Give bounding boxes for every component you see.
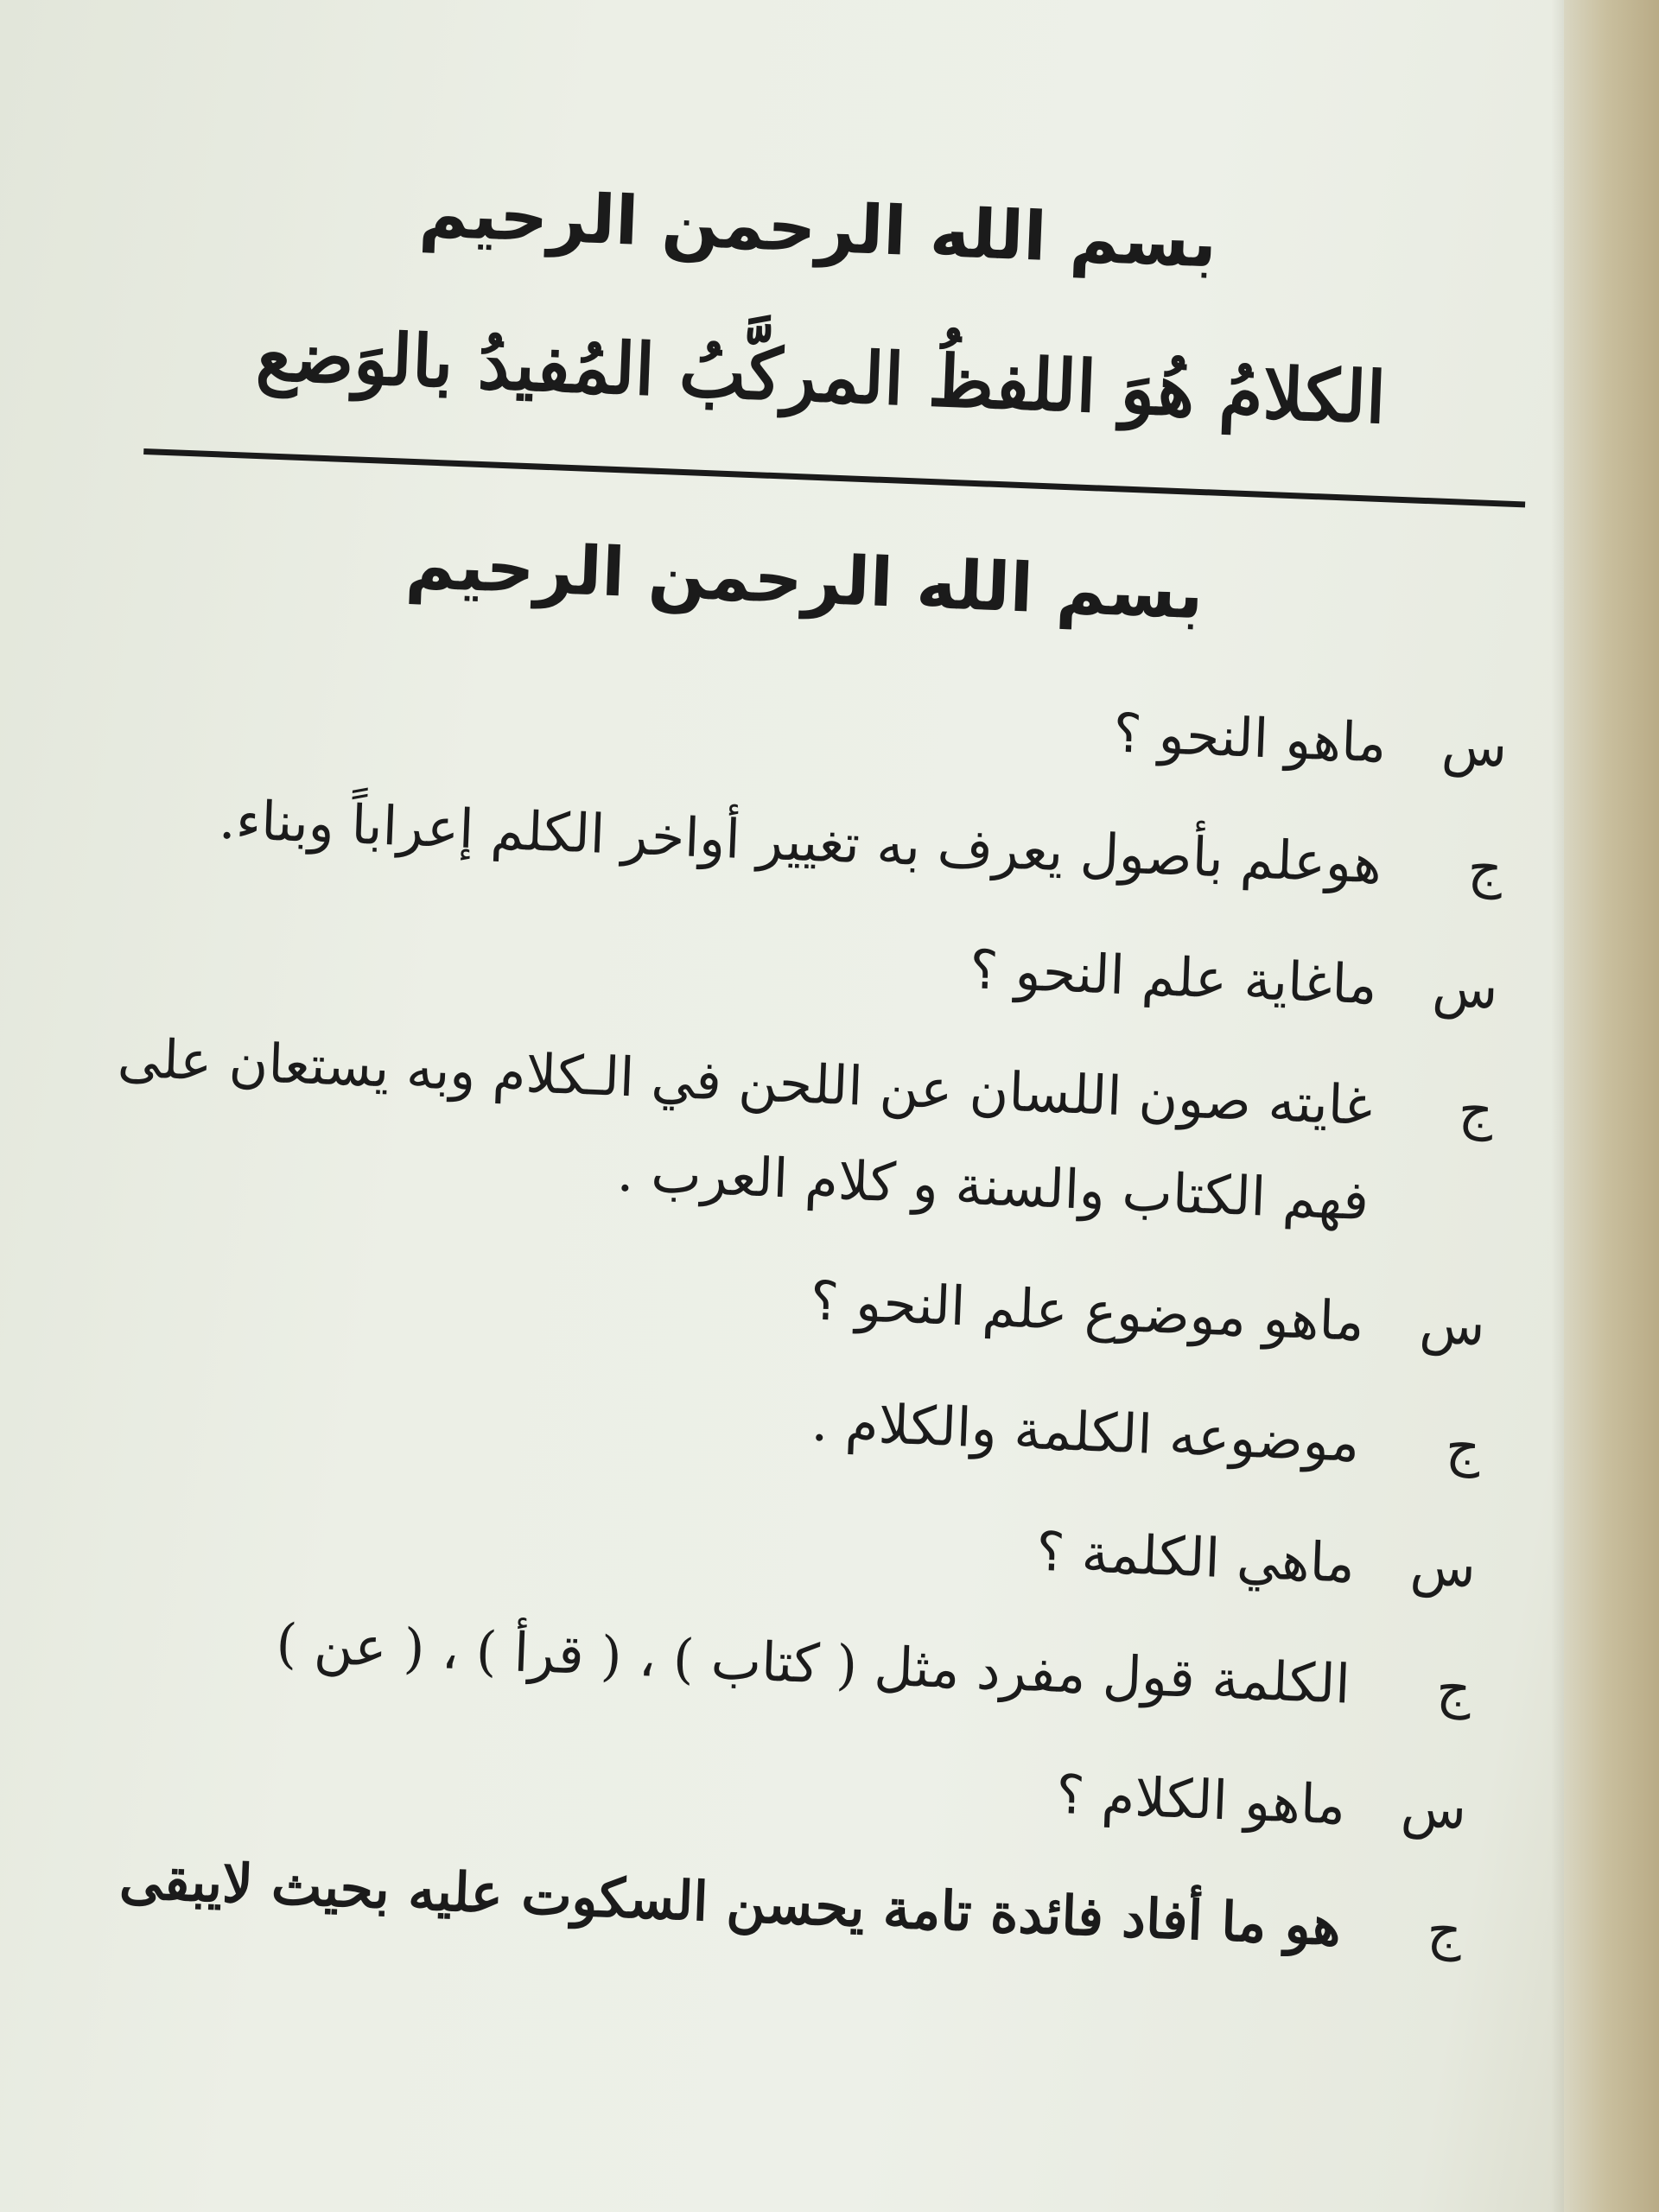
page-content (69, 129, 1555, 2005)
verse-line: الكلامُ هُوَ اللفظُ المركَّبُ المُفيدُ بالوَضع (254, 313, 1388, 440)
basmala-heading-top: بسم الله الرحمن الرحيم (417, 175, 1218, 283)
question-marker: س (1418, 1292, 1486, 1358)
answer-text: الكلمة قول مفرد مثل ( كتاب ) ، ( قرأ ) ، ( عن ) (275, 1611, 1351, 1716)
question-marker: س (1408, 1534, 1478, 1599)
question-row (106, 889, 1500, 1038)
question-row (84, 1467, 1478, 1616)
question-text: ماهو الكلام ؟ (1055, 1762, 1347, 1837)
question-text: ماهو النحو ؟ (1112, 701, 1388, 775)
answer-row (79, 1588, 1472, 1737)
answer-row (88, 1346, 1482, 1495)
answer-row (98, 1010, 1495, 1254)
answer-text: هو ما أفاد فائدة تامة يحسن السكوت عليه بحيث لايبقى (118, 1847, 1343, 1958)
page-edge (1564, 0, 1659, 2212)
answer-text: غايته صون اللسان عن اللحن في الـكلام وبه يستعان على فهم الكتاب والسنة و كلام العرب . (116, 1026, 1374, 1232)
question-row (93, 1225, 1487, 1374)
answer-text: موضوعه الكلمة والكلام . (810, 1389, 1361, 1474)
question-row (74, 1709, 1468, 1858)
basmala-heading-second: بسم الله الرحمن الرحيم (404, 525, 1205, 635)
answer-marker: ج (1466, 836, 1504, 900)
answer-row (70, 1830, 1464, 1979)
question-text: ماهو موضوع علم النحو ؟ (809, 1268, 1366, 1353)
answer-marker: ج (1444, 1414, 1482, 1479)
question-marker: س (1431, 955, 1499, 1021)
horizontal-rule (143, 448, 1525, 507)
question-marker: س (1400, 1775, 1468, 1841)
qa-list (70, 647, 1535, 1980)
question-text: ماهي الكلمة ؟ (1035, 1519, 1357, 1595)
answer-row (111, 768, 1504, 917)
answer-marker: ج (1426, 1897, 1464, 1962)
answer-text: هوعلم بأصول يعرف به تغيير أواخر الكلم إعراباً وبناء. (218, 787, 1383, 896)
question-marker: س (1440, 713, 1509, 779)
answer-marker: ج (1435, 1656, 1472, 1720)
question-text: ماغاية علم النحو ؟ (968, 937, 1379, 1017)
answer-marker: ج (1457, 1077, 1495, 1142)
question-row (115, 647, 1509, 796)
